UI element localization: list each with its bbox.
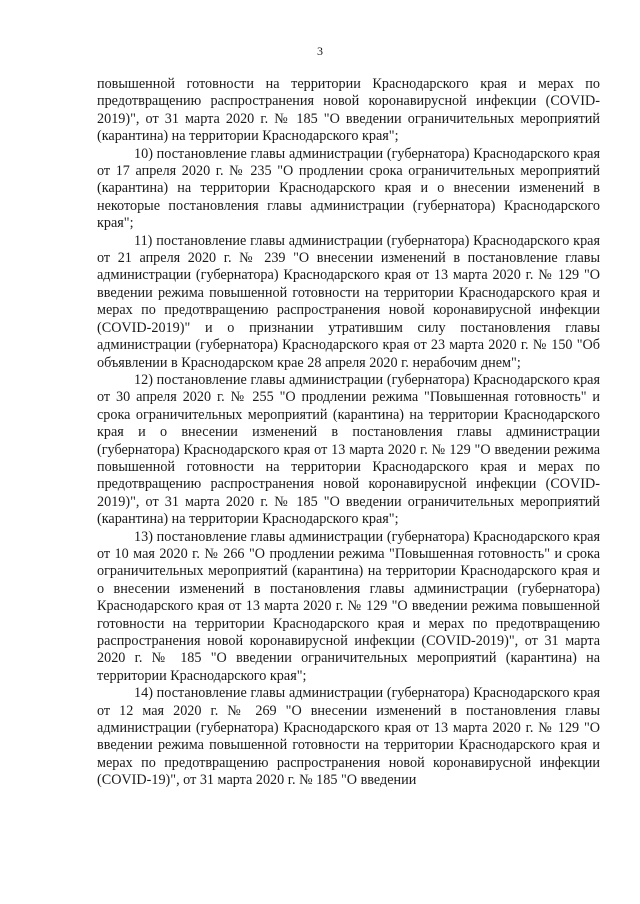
list-item-10: 10) постановление главы администрации (губернатора) Краснодарского края от 17 апреля 2020 г. № 235 "О продлении срока ограничительных мероприятий (карантина) на территории Краснодарского края и о внесении изменений в некоторые постановления главы администрации (губернатора) Краснодарского края"; (97, 145, 600, 232)
list-item-14: 14) постановление главы администрации (губернатора) Краснодарского края от 12 мая 2020 г. № 269 "О внесении изменений в постановления главы администрации (губернатора) Краснодарского края от 13 марта 2020 г. № 129 "О введении режима повышенной готовности на территории Краснодарского края и мерах по предотвращению распространения новой коронавирусной инфекции (COVID-19)", от 31 марта 2020 г. № 185 "О введении (97, 685, 600, 789)
document-body (97, 76, 600, 790)
list-item-12: 12) постановление главы администрации (губернатора) Краснодарского края от 30 апреля 2020 г. № 255 "О продлении режима "Повышенная готовность" и срока ограничительных мероприятий (карантина) на территории Краснодарского края и о внесении изменений в постановления главы администрации (губернатора) Краснодарского края от 13 марта 2020 г. № 129 "О введении режима повышенной готовности на территории Краснодарского края и мерах по предотвращению распространения новой коронавирусной инфекции (COVID-2019)", от 31 марта 2020 г. № 185 "О введении ограничительных мероприятий (карантина) на территории Краснодарского края"; (97, 371, 600, 528)
page-number: 3 (317, 44, 323, 58)
paragraph-continuation: повышенной готовности на территории Краснодарского края и мерах по предотвращению распространения новой коронавирусной инфекции (COVID-2019)", от 31 марта 2020 г. № 185 "О введении ограничительных мероприятий (карантина) на территории Краснодарского края"; (97, 76, 600, 145)
list-item-13: 13) постановление главы администрации (губернатора) Краснодарского края от 10 мая 2020 г. № 266 "О продлении режима "Повышенная готовность" и срока ограничительных мероприятий (карантина) на территории Краснодарского края и о внесении изменений в постановления главы администрации (губернатора) Краснодарского края от 13 марта 2020 г. № 129 "О введении режима повышенной готовности на территории Краснодарского края и мерах по предотвращению распространения новой коронавирусной инфекции (COVID-2019)", от 31 марта 2020 г. № 185 "О введении ограничительных мероприятий (карантина) на территории Краснодарского края"; (97, 528, 600, 684)
list-item-11: 11) постановление главы администрации (губернатора) Краснодарского края от 21 апреля 2020 г. № 239 "О внесении изменений в постановление главы администрации (губернатора) Краснодарского края от 13 марта 2020 г. № 129 "О введении режима повышенной готовности на территории Краснодарского края и мерах по предотвращению распространения новой коронавирусной инфекции (COVID-2019)" и о признании утратившим силу постановления главы администрации (губернатора) Краснодарского края от 23 марта 2020 г. № 150 "Об объявлении в Краснодарском крае 28 апреля 2020 г. нерабочим днем"; (97, 232, 600, 371)
